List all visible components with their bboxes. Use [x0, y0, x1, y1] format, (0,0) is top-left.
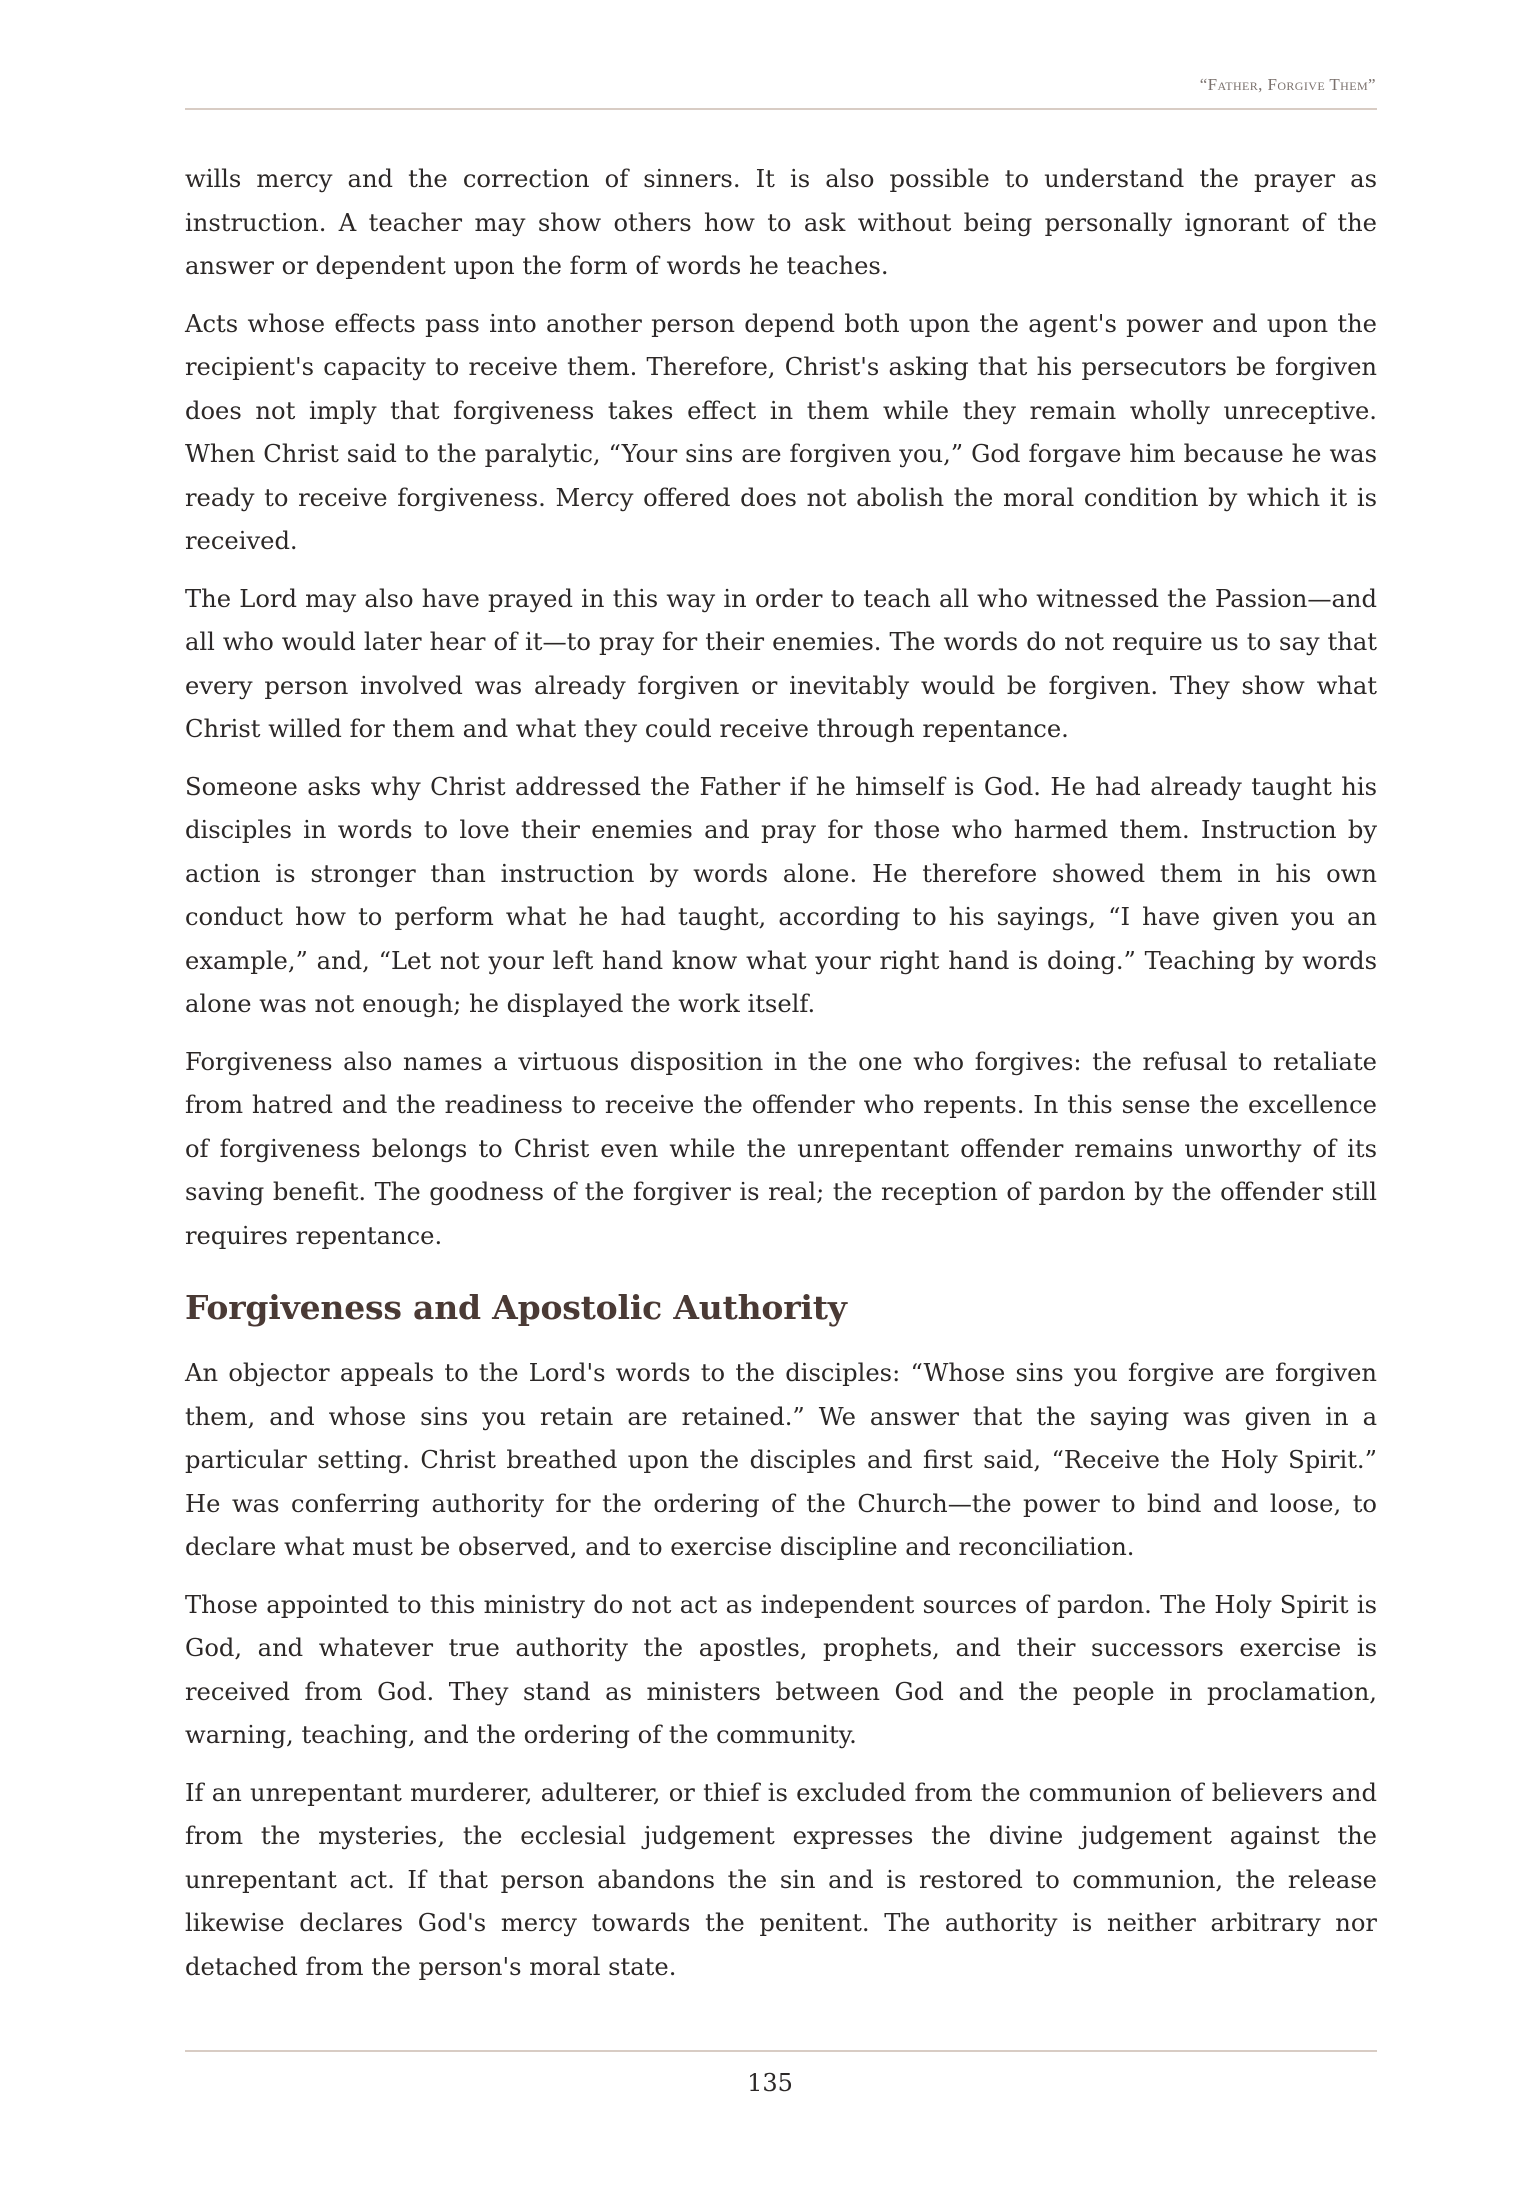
paragraph: Forgiveness also names a virtuous disposition in the one who forgives: the refusal to retaliate from hatred and the readiness to receive the offender who repents. In this sense the excellence of forgiveness belongs to Christ even while the unrepentant offender remains unworthy of its saving benefit. The goodness of the forgiver is real; the reception of pardon by the offender still requires repentance.: [185, 1047, 1377, 1250]
paragraph: If an unrepentant murderer, adulterer, or thief is excluded from the communion of believers and from the mysteries, the ecclesial judgement expresses the divine judgement against the unrepentant act. If that person abandons the sin and is restored to communion, the release likewise declares God's mercy towards the penitent. The authority is neither arbitrary nor detached from the person's moral state.: [185, 1778, 1377, 1981]
paragraph: Acts whose effects pass into another person depend both upon the agent's power and upon the recipient's capacity to receive them. Therefore, Christ's asking that his persecutors be forgiven does not imply that forgiveness takes effect in them while they remain wholly unreceptive. When Christ said to the paralytic, “Your sins are forgiven you,” God forgave him because he was ready to receive forgiveness. Mercy offered does not abolish the moral condition by which it is received.: [185, 309, 1377, 555]
header-rule: [185, 108, 1377, 110]
page-number: 135: [747, 2069, 793, 2097]
section-heading: Forgiveness and Apostolic Authority: [185, 1288, 847, 1327]
body-text: [185, 158, 1377, 2003]
paragraph: The Lord may also have prayed in this way in order to teach all who witnessed the Passion—and all who would later hear of it—to pray for their enemies. The words do not require us to say that every person involved was already forgiven or inevitably would be forgiven. They show what Christ willed for them and what they could receive through repentance.: [185, 584, 1377, 743]
paragraph: Someone asks why Christ addressed the Father if he himself is God. He had already taught his disciples in words to love their enemies and pray for those who harmed them. Instruction by action is stronger than instruction by words alone. He therefore showed them in his own conduct how to perform what he had taught, according to his sayings, “I have given you an example,” and, “Let not your left hand know what your right hand is doing.” Teaching by words alone was not enough; he displayed the work itself.: [185, 772, 1377, 1018]
running-head: “Father, Forgive Them”: [1199, 75, 1376, 94]
paragraph: wills mercy and the correction of sinners. It is also possible to understand the prayer as instruction. A teacher may show others how to ask without being personally ignorant of the answer or dependent upon the form of words he teaches.: [185, 165, 1377, 280]
footer-rule: [185, 2050, 1377, 2052]
paragraph: An objector appeals to the Lord's words to the disciples: “Whose sins you forgive are forgiven them, and whose sins you retain are retained.” We answer that the saying was given in a particular setting. Christ breathed upon the disciples and first said, “Receive the Holy Spirit.” He was conferring authority for the ordering of the Church—the power to bind and loose, to declare what must be observed, and to exercise discipline and reconciliation.: [185, 1359, 1377, 1561]
paragraph: Those appointed to this ministry do not act as independent sources of pardon. The Holy Spirit is God, and whatever true authority the apostles, prophets, and their successors exercise is received from God. They stand as ministers between God and the people in proclamation, warning, teaching, and the ordering of the community.: [185, 1590, 1377, 1749]
